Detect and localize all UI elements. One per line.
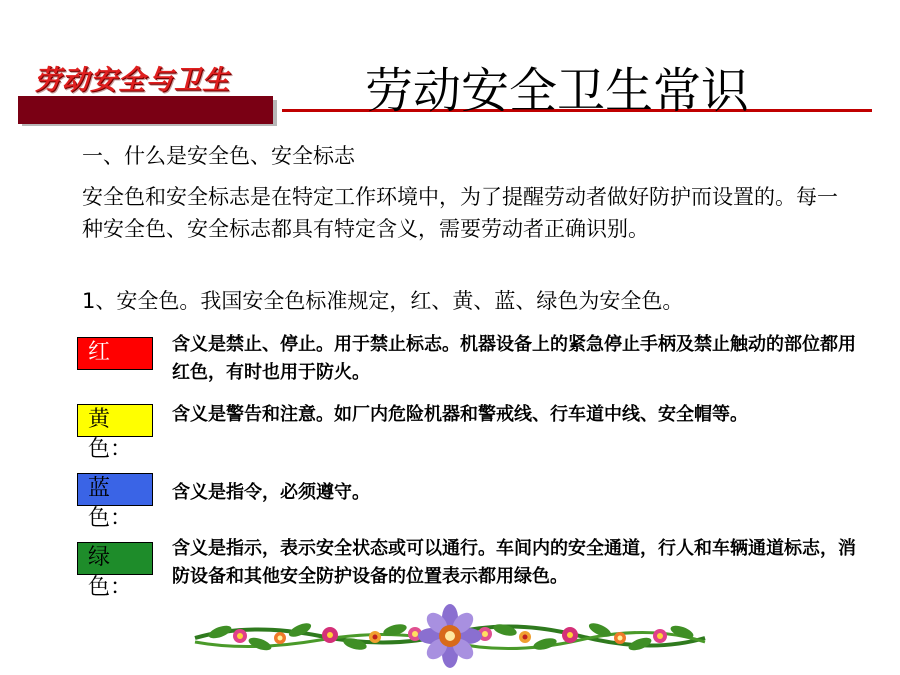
page-title: 劳动安全卫生常识: [365, 63, 750, 119]
yellow-description: 含义是警告和注意。如厂内危险机器和警戒线、行车道中线、安全帽等。: [172, 404, 748, 425]
logo-text: 劳动安全与卫生: [34, 65, 230, 96]
blue-color-chip: 蓝色：: [77, 473, 153, 506]
logo-bar: [18, 96, 273, 124]
green-color-chip: 绿色：: [77, 542, 153, 575]
yellow-color-chip: 黄色：: [77, 404, 153, 437]
red-description: 含义是禁止、停止。用于禁止标志。机器设备上的紧急停止手柄及禁止触动的部位都用红色，有时也用于防火。: [172, 334, 856, 383]
intro-paragraph: 安全色和安全标志是在特定工作环境中，为了提醒劳动者做好防护而设置的。每一种安全色、安全标志都具有特定含义，需要劳动者正确识别。: [82, 185, 838, 241]
red-color-chip: 红色：: [77, 337, 153, 370]
green-description: 含义是指示，表示安全状态或可以通行。车间内的安全通道，行人和车辆通道标志，消防设备和其他安全防护设备的位置表示都用绿色。: [172, 538, 856, 587]
item-safety-colors: 1、安全色。我国安全色标准规定，红、黄、蓝、绿色为安全色。: [82, 289, 684, 313]
flower-garland-decoration: [190, 600, 710, 670]
blue-description: 含义是指令，必须遵守。: [172, 482, 370, 503]
section-heading: 一、什么是安全色、安全标志: [82, 144, 355, 168]
